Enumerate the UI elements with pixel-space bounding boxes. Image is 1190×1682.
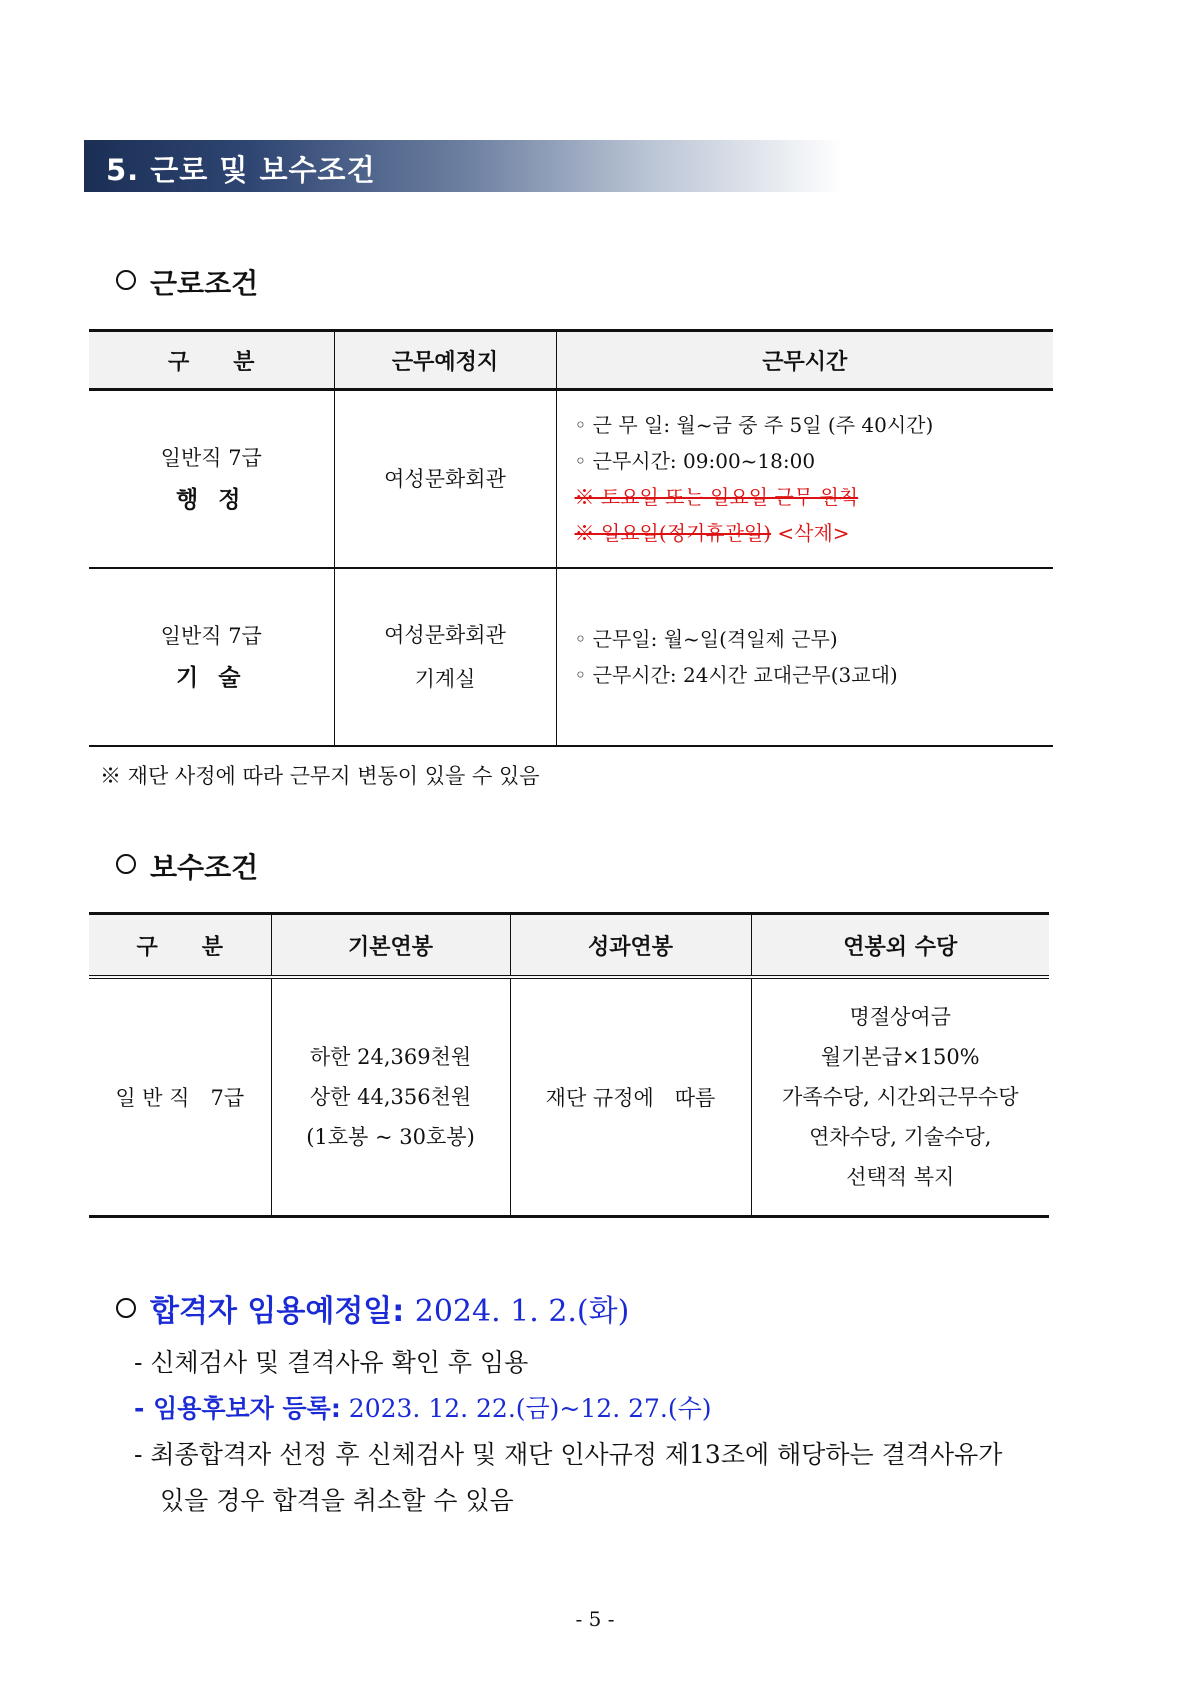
appointment-detail-line: - 신체검사 및 결격사유 확인 후 임용 — [134, 1348, 529, 1377]
deleted-label: <삭제> — [777, 521, 850, 545]
schedule-line: ◦ 근무시간: 09:00~18:00 — [574, 449, 816, 473]
header-allowances: 연봉외 수당 — [751, 914, 1049, 978]
schedule-cell — [556, 390, 1053, 569]
allowances-cell — [751, 977, 1049, 1217]
header-category: 구 분 — [89, 914, 271, 978]
allowance-line: 선택적 복지 — [846, 1165, 955, 1189]
header-work-hours: 근무시간 — [556, 331, 1053, 390]
work-conditions-heading — [116, 262, 258, 302]
workplace-sublabel: 기계실 — [414, 667, 476, 691]
page-number: - 5 - — [575, 1607, 615, 1631]
header-workplace: 근무예정지 — [334, 331, 556, 390]
dept-label: 행 정 — [176, 487, 247, 513]
allowance-line: 월기본급×150% — [820, 1045, 980, 1069]
circle-bullet-icon — [116, 270, 136, 290]
section-banner — [84, 140, 844, 192]
work-conditions-table — [89, 329, 1053, 747]
table-row — [89, 568, 1053, 746]
header-category: 구 분 — [89, 331, 334, 390]
performance-salary-cell: 재단 규정에 따름 — [510, 977, 751, 1217]
table-header-row — [89, 914, 1049, 978]
schedule-line: ◦ 근무시간: 24시간 교대근무(3교대) — [574, 663, 898, 687]
table-row — [89, 977, 1049, 1217]
work-heading-text: 근로조건 — [150, 267, 259, 300]
appointment-date-heading — [116, 1286, 629, 1330]
appointment-date: 2024. 1. 2.(화) — [414, 1294, 630, 1329]
category-cell — [89, 390, 334, 569]
base-salary-min: 하한 24,369천원 — [309, 1045, 472, 1069]
base-salary-max: 상한 44,356천원 — [309, 1085, 472, 1109]
header-base-salary: 기본연봉 — [271, 914, 510, 978]
grade-label: 일반직 7급 — [160, 446, 262, 470]
base-salary-cell — [271, 977, 510, 1217]
section-title: 5. 근로 및 보수조건 — [106, 153, 376, 187]
appointment-label: 합격자 임용예정일: — [150, 1294, 405, 1329]
registration-date: 2023. 12. 22.(금)~12. 27.(수) — [348, 1394, 712, 1423]
header-performance-salary: 성과연봉 — [510, 914, 751, 978]
struck-schedule-line-deleted — [575, 515, 1054, 551]
workplace-label: 여성문화회관 — [384, 467, 506, 491]
workplace-label: 여성문화회관 — [384, 623, 506, 647]
struck-schedule-line: ※ 토요일 또는 일요일 근무 원칙 — [574, 485, 859, 509]
base-salary-steps: (1호봉 ~ 30호봉) — [306, 1125, 475, 1149]
circle-bullet-icon — [116, 854, 136, 874]
registration-line — [134, 1392, 712, 1426]
registration-label: - 임용후보자 등록: — [134, 1394, 341, 1423]
category-cell — [89, 568, 334, 746]
pay-heading-text: 보수조건 — [150, 851, 259, 884]
allowance-line: 연차수당, 기술수당, — [809, 1125, 992, 1149]
disqualification-line: - 최종합격자 선정 후 신체검사 및 재단 인사규정 제13조에 해당하는 결격사유가 — [134, 1440, 1003, 1469]
allowance-line: 가족수당, 시간외근무수당 — [782, 1085, 1019, 1109]
dept-label: 기 술 — [176, 665, 247, 691]
allowance-line: 명절상여금 — [849, 1005, 951, 1029]
struck-text: ※ 일요일(정기휴관일) — [574, 521, 772, 545]
pay-conditions-table — [89, 912, 1049, 1218]
circle-bullet-icon — [116, 1298, 136, 1318]
workplace-cell — [334, 568, 556, 746]
table-row — [89, 390, 1053, 569]
workplace-cell — [334, 390, 556, 569]
grade-label: 일반직 7급 — [160, 624, 262, 648]
table-header-row — [89, 331, 1053, 390]
schedule-cell — [556, 568, 1053, 746]
pay-conditions-heading — [116, 846, 258, 886]
schedule-line: ◦ 근 무 일: 월~금 중 주 5일 (주 40시간) — [574, 413, 934, 437]
schedule-line: ◦ 근무일: 월~일(격일제 근무) — [574, 627, 838, 651]
disqualification-line-cont: 있을 경우 합격을 취소할 수 있음 — [160, 1486, 514, 1515]
workplace-change-note: ※ 재단 사정에 따라 근무지 변동이 있을 수 있음 — [100, 764, 540, 788]
category-cell: 일 반 직 7급 — [89, 977, 271, 1217]
